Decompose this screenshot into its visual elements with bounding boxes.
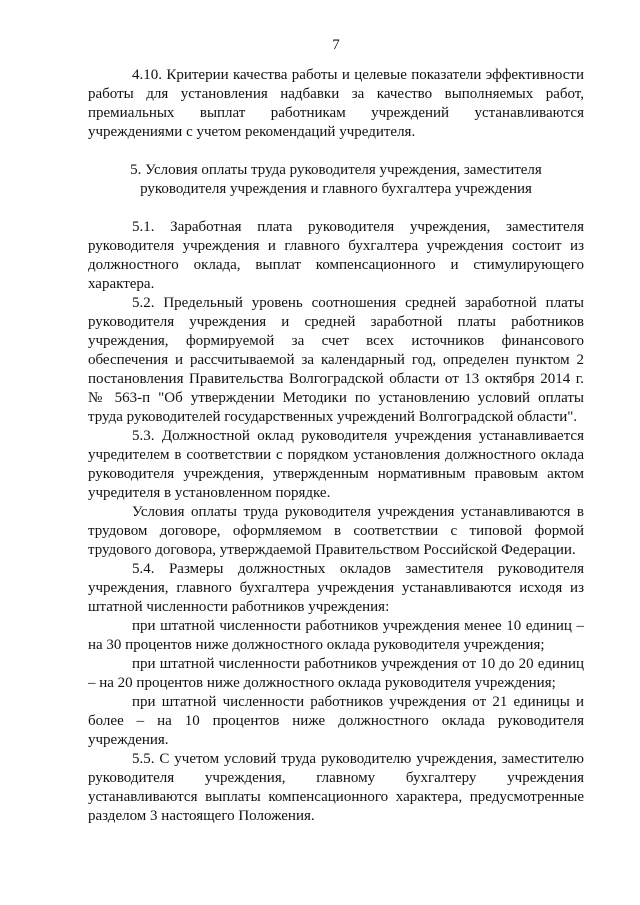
paragraph-5-4-21-and-more: при штатной численности работников учреждения от 21 единицы и более – на 10 процентов ниже должностного оклада руководителя учреждения. [88, 694, 584, 748]
spacer [88, 199, 584, 218]
paragraph-5-4-under-10: при штатной численности работников учреждения менее 10 единиц – на 30 процентов ниже должностного оклада руководителя учреждения; [88, 618, 584, 653]
section-heading-line-2: руководителя учреждения и главного бухгалтера учреждения [140, 181, 532, 197]
paragraph-5-2: 5.2. Предельный уровень соотношения средней заработной платы руководителя учреждения и средней заработной платы работников учреждения, формируемой за счет всех источников финансового обеспечения и рассчитываемой за календарный год, определен пунктом 2 постановления Правительства Волгоградской области от 13 октября 2014 г. № 563-п "Об утверждении Методики по установлению условий оплаты труда руководителей государственных учреждений Волгоградской области". [88, 295, 584, 425]
paragraph-5-4-10-to-20: при штатной численности работников учреждения от 10 до 20 единиц – на 20 процентов ниже должностного оклада руководителя учреждения; [88, 656, 584, 691]
section-heading [88, 161, 584, 199]
paragraph-5-3: 5.3. Должностной оклад руководителя учреждения устанавливается учредителем в соответствии с порядком установления должностного оклада руководителя учреждения, утвержденным нормативным правовым актом учредителя в установленном порядке. [88, 428, 584, 501]
paragraph-5-5: 5.5. С учетом условий труда руководителю учреждения, заместителю руководителя учреждения, главному бухгалтеру учреждения устанавливаются выплаты компенсационного характера, предусмотренные разделом 3 настоящего Положения. [88, 751, 584, 824]
paragraph-5-1: 5.1. Заработная плата руководителя учреждения, заместителя руководителя учреждения и главного бухгалтера учреждения состоит из должностного оклада, выплат компенсационного и стимулирующего характера. [88, 219, 584, 292]
spacer [88, 142, 584, 161]
page-number: 7 [332, 37, 340, 53]
section-heading-line-1: 5. Условия оплаты труда руководителя учреждения, заместителя [130, 162, 542, 178]
paragraph-4-10: 4.10. Критерии качества работы и целевые показатели эффективности работы для установления надбавки за качество выполняемых работ, премиальных выплат работникам учреждений устанавливаются учреждениями с учетом рекомендаций учредителя. [88, 67, 584, 140]
paragraph-5-4: 5.4. Размеры должностных окладов заместителя руководителя учреждения, главного бухгалтера учреждения устанавливаются исходя из штатной численности работников учреждения: [88, 561, 584, 615]
paragraph-5-3-contract: Условия оплаты труда руководителя учреждения устанавливаются в трудовом договоре, оформляемом в соответствии с типовой формой трудового договора, утверждаемой Правительством Российской Федерации. [88, 504, 584, 558]
